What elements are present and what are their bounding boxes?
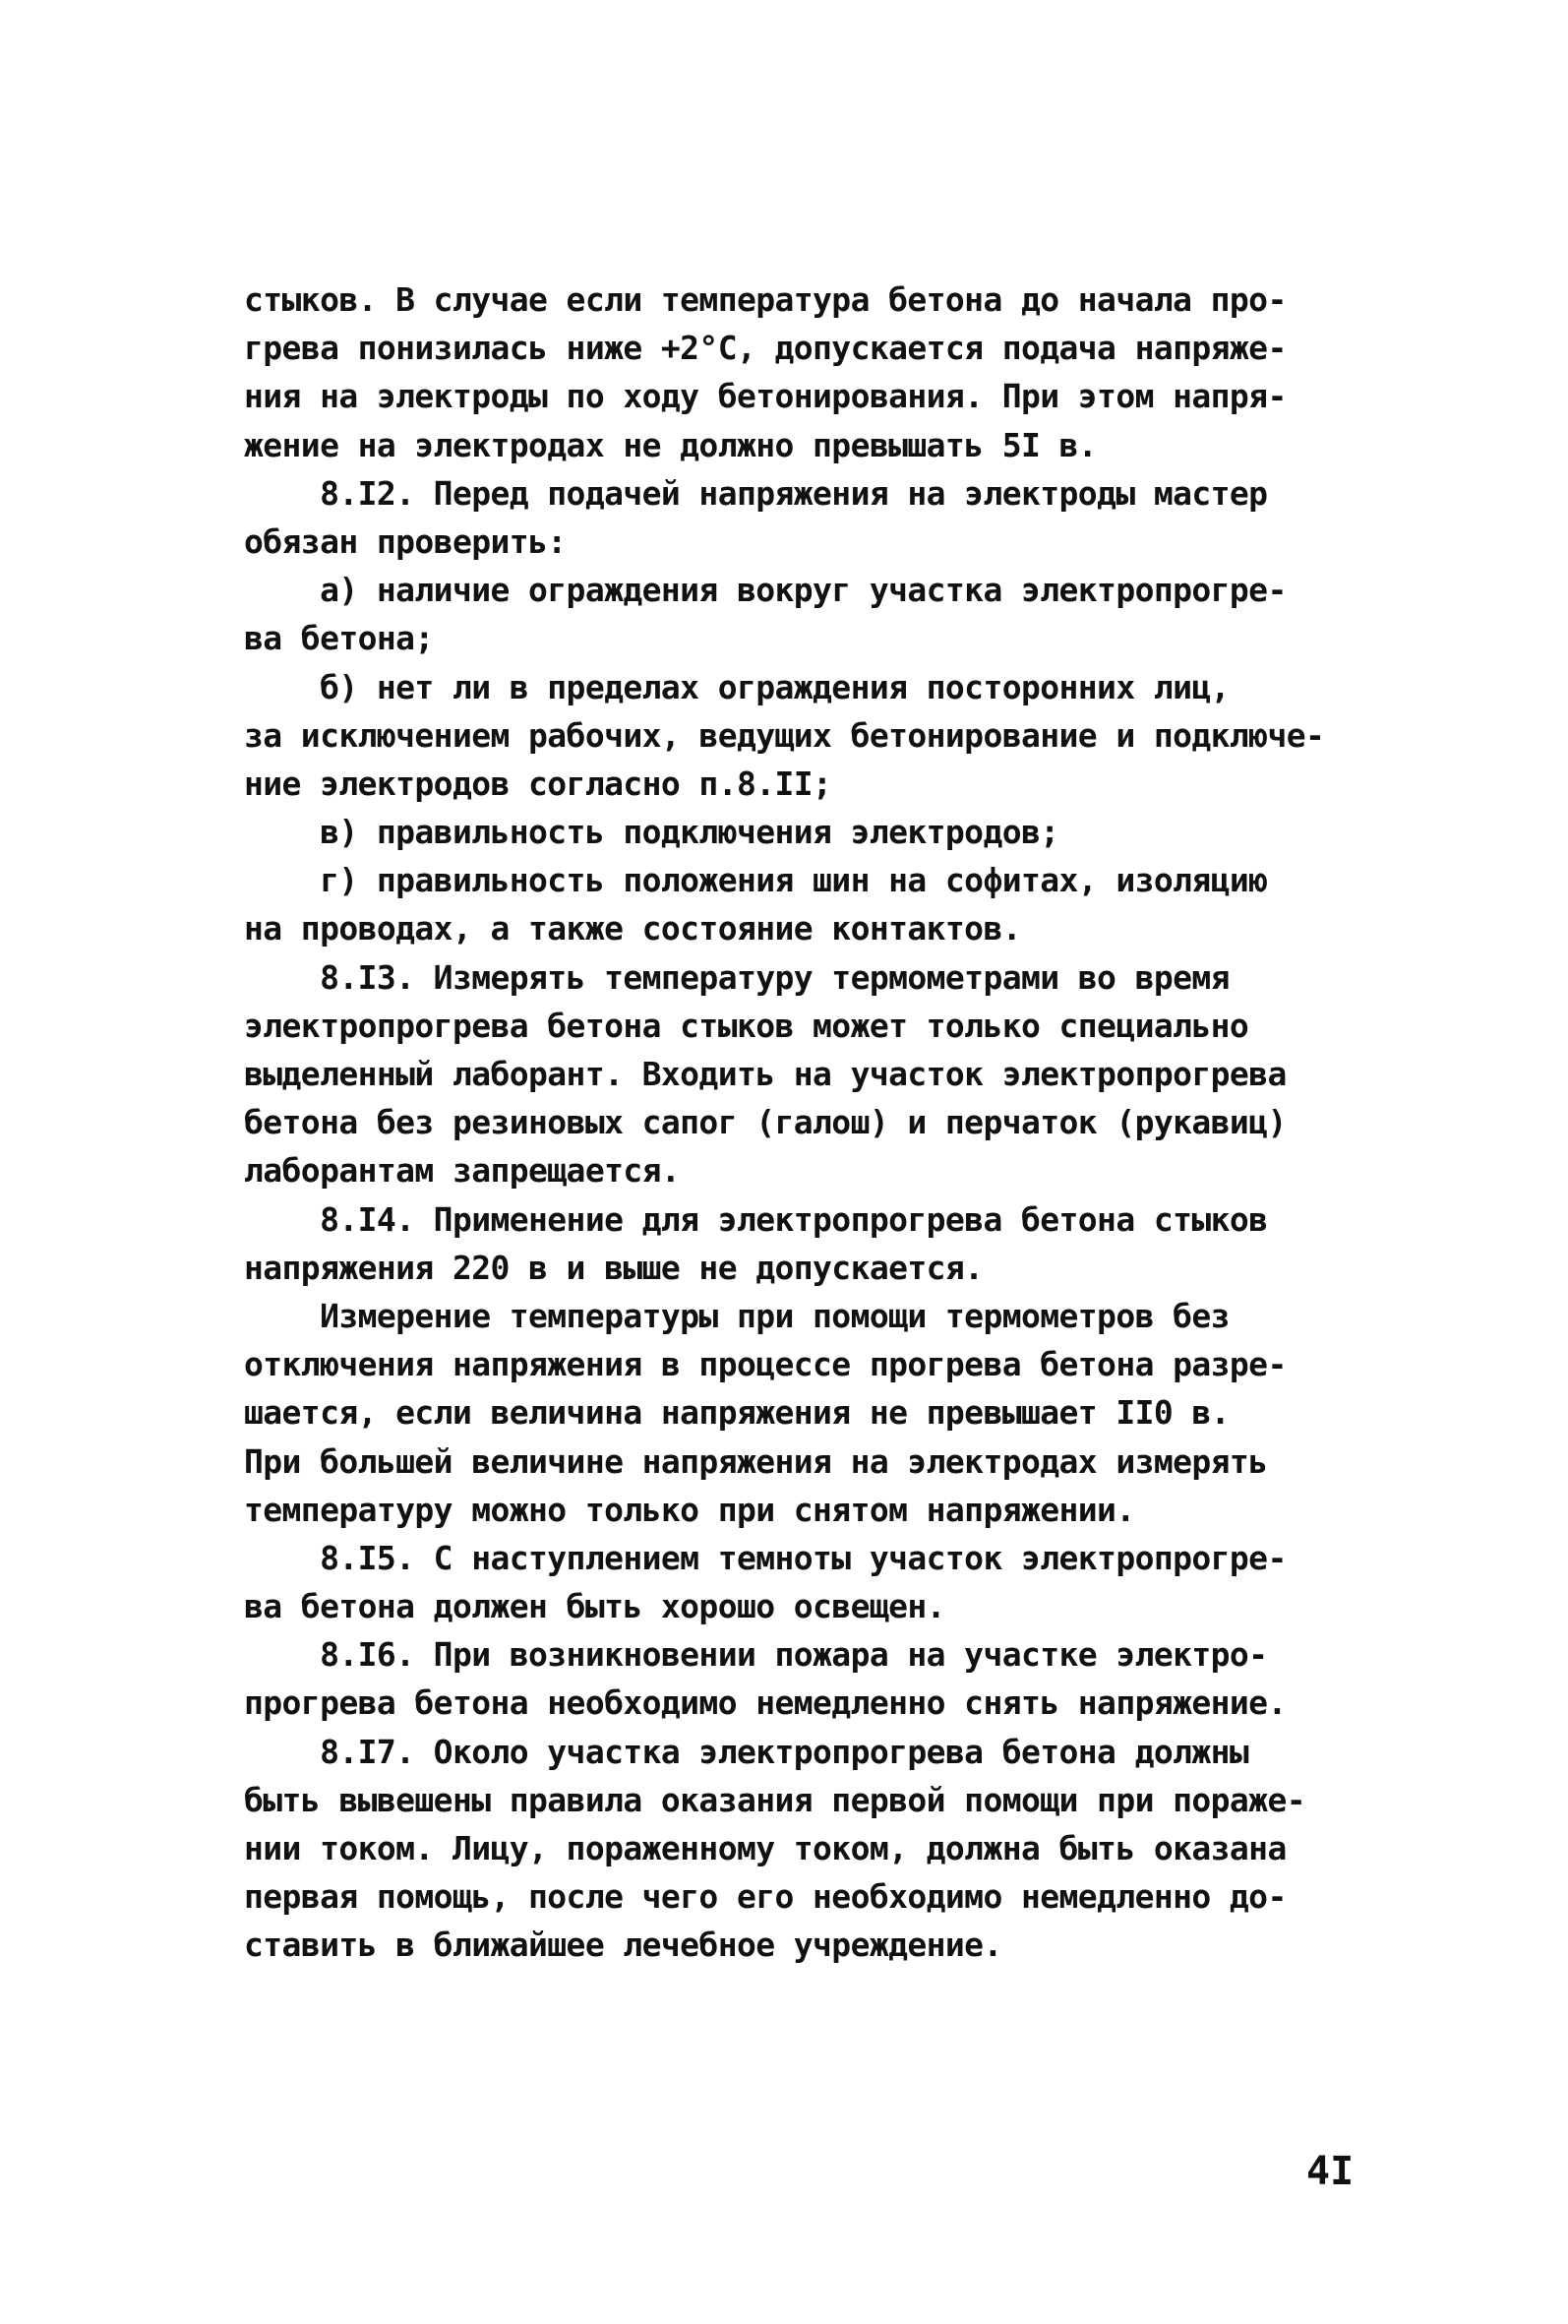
- section-8-13-line: 8.I3. Измерять температуру термометрами во время: [244, 957, 1230, 997]
- text-line: лаборантам запрещается.: [244, 1151, 681, 1191]
- text-line: отключения напряжения в процессе прогрева бетона разре-: [244, 1345, 1287, 1384]
- text-line: ва бетона должен быть хорошо освещен.: [244, 1587, 945, 1626]
- text-line: ние электродов согласно п.8.II;: [244, 764, 832, 803]
- list-item-v-line: в) правильность подключения электродов;: [244, 813, 1059, 852]
- list-item-b-line: б) нет ли в пределах ограждения посторонних лиц,: [244, 667, 1230, 706]
- text-line: ва бетона;: [244, 619, 434, 658]
- text-line: ния на электроды по ходу бетонирования. При этом напря-: [244, 377, 1287, 416]
- text-line: шается, если величина напряжения не превышает II0 в.: [244, 1393, 1230, 1433]
- text-line: прогрева бетона необходимо немедленно снять напряжение.: [244, 1683, 1287, 1723]
- text-line: быть вывешены правила оказания первой помощи при пораже-: [244, 1780, 1305, 1819]
- text-line: стыков. В случае если температура бетона до начала про-: [244, 280, 1287, 319]
- text-line: жение на электродах не должно превышать 5I в.: [244, 425, 1098, 464]
- section-8-17-line: 8.I7. Около участка электропрогрева бетона должны: [244, 1732, 1249, 1771]
- text-line: температуру можно только при снятом напряжении.: [244, 1490, 1135, 1529]
- text-line: бетона без резиновых сапог (галош) и перчаток (рукавиц): [244, 1103, 1287, 1142]
- section-8-12-line: 8.I2. Перед подачей напряжения на электроды мастер: [244, 473, 1268, 513]
- list-item-a-line: а) наличие ограждения вокруг участка электропрогре-: [244, 571, 1287, 610]
- text-line: грева понизилась ниже +2°С, допускается подача напряже-: [244, 329, 1287, 368]
- text-line: ставить в ближайшее лечебное учреждение.: [244, 1926, 1002, 1965]
- text-line: за исключением рабочих, ведущих бетонирование и подключе-: [244, 715, 1325, 755]
- section-8-14-line: 8.I4. Применение для электропрогрева бетона стыков: [244, 1199, 1268, 1239]
- text-line: первая помощь, после чего его необходимо немедленно до-: [244, 1877, 1287, 1917]
- section-8-15-line: 8.I5. С наступлением темноты участок электропрогре-: [244, 1538, 1287, 1577]
- text-line: обязан проверить:: [244, 521, 567, 561]
- text-line: выделенный лаборант. Входить на участок электропрогрева: [244, 1055, 1287, 1093]
- text-line: электропрогрева бетона стыков может только специально: [244, 1006, 1249, 1045]
- text-line: нии током. Лицу, пораженному током, должна быть оказана: [244, 1829, 1287, 1867]
- list-item-g-line: г) правильность положения шин на софитах, изоляцию: [244, 861, 1268, 900]
- page-number: 4I: [1306, 2149, 1355, 2194]
- section-8-16-line: 8.I6. При возникновении пожара на участке электро-: [244, 1635, 1268, 1675]
- text-line: При большей величине напряжения на электродах измерять: [244, 1441, 1268, 1481]
- text-line: напряжения 220 в и выше не допускается.: [244, 1248, 984, 1287]
- text-line: на проводах, а также состояние контактов.: [244, 909, 1021, 948]
- paragraph-start-line: Измерение температуры при помощи термометров без: [244, 1296, 1230, 1335]
- body-text: [244, 275, 1375, 1970]
